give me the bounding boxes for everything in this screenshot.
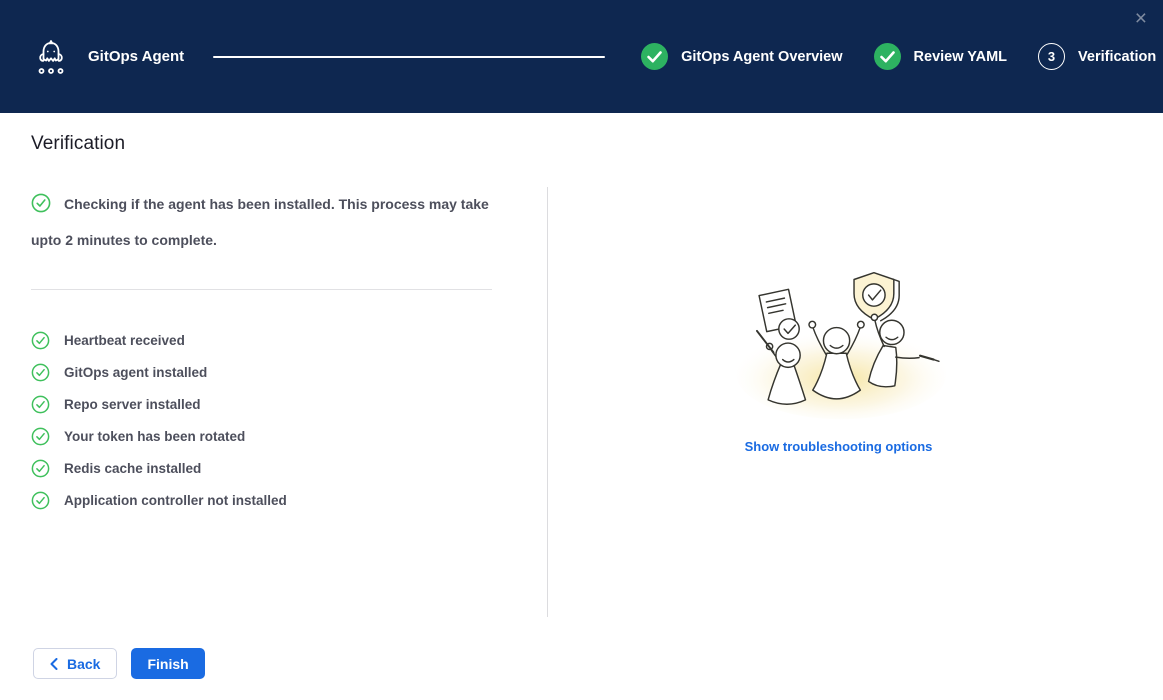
check-item-label: Heartbeat received (64, 332, 185, 348)
section-divider (31, 289, 492, 290)
troubleshooting-link[interactable]: Show troubleshooting options (744, 439, 933, 454)
step-verification[interactable] (1038, 43, 1156, 70)
check-item-redis-cache (31, 452, 509, 484)
step-gitops-agent-overview[interactable] (641, 43, 842, 70)
wizard-footer (33, 648, 205, 679)
back-button[interactable] (33, 648, 117, 679)
check-item-label: Application controller not installed (64, 492, 287, 508)
status-message: Checking if the agent has been installed. This process may take upto 2 minutes to complete. (31, 196, 489, 248)
step-number-badge: 3 (1038, 43, 1065, 70)
step-complete-icon (874, 43, 901, 70)
finish-button[interactable]: Finish (131, 648, 204, 679)
page-title: Verification (31, 133, 126, 154)
close-icon[interactable]: × (1131, 4, 1151, 33)
check-circle-icon (31, 395, 50, 414)
wizard-header (0, 0, 1163, 113)
check-item-app-controller (31, 484, 509, 516)
status-message-row (31, 188, 509, 256)
verification-status-panel (31, 188, 509, 516)
wizard-title: GitOps Agent (88, 48, 185, 65)
check-item-heartbeat (31, 324, 509, 356)
troubleshooting-panel (548, 185, 1129, 454)
step-label: Verification (1078, 48, 1157, 65)
celebration-illustration (726, 263, 951, 433)
check-circle-icon (31, 331, 50, 350)
step-label: GitOps Agent Overview (681, 48, 843, 65)
check-item-label: GitOps agent installed (64, 364, 208, 380)
check-circle-icon (31, 192, 51, 224)
wizard-stepper (641, 43, 1156, 70)
step-label: Review YAML (913, 48, 1008, 65)
check-item-repo-server (31, 388, 509, 420)
header-divider-line (213, 56, 605, 58)
verification-check-list (31, 324, 509, 516)
step-review-yaml[interactable] (874, 43, 1008, 70)
check-item-token-rotated (31, 420, 509, 452)
check-item-label: Repo server installed (64, 396, 201, 412)
check-circle-icon (31, 491, 50, 510)
check-item-label: Redis cache installed (64, 460, 202, 476)
gitops-agent-logo-icon (33, 37, 69, 77)
back-button-label: Back (67, 655, 101, 672)
check-item-label: Your token has been rotated (64, 428, 246, 444)
check-circle-icon (31, 459, 50, 478)
step-complete-icon (641, 43, 668, 70)
check-circle-icon (31, 363, 50, 382)
check-circle-icon (31, 427, 50, 446)
check-item-agent-installed (31, 356, 509, 388)
chevron-left-icon (50, 658, 58, 670)
